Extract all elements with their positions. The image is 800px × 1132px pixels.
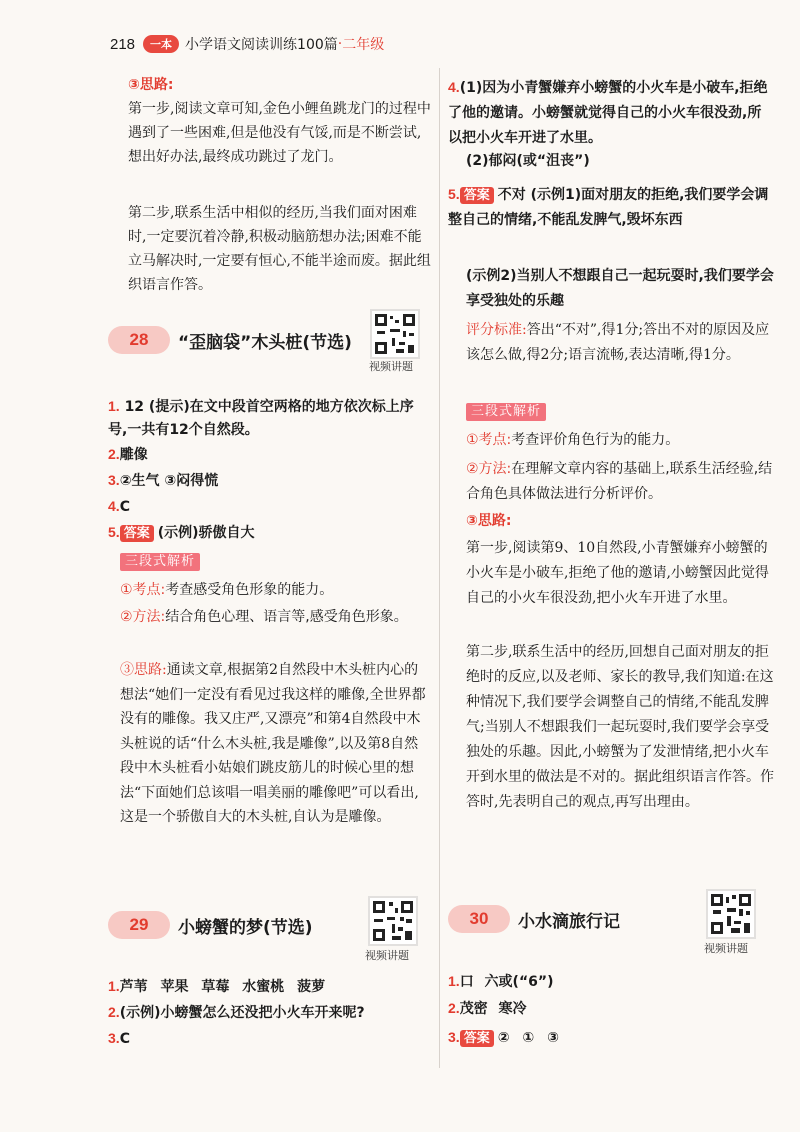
l29-question-3: 3.C (108, 1030, 130, 1047)
lesson-number-badge: 28 (108, 326, 170, 354)
l28-question-3: 3.②生气 ③闷得慌 (108, 472, 219, 489)
l28-silu: ③思路:通读文章,根据第2自然段中木头桩内心的想法“她们一定没有看见过我这样的雕像,全世界都没有的雕像。我又庄严,又漂亮”和第4自然段中木头桩说的话“什么木头桩,我是雕像”,以及第8自然段中木头桩看小姑娘们跳皮筋儿的时候心里的想法“下面她们总该唱一唱美丽的雕像吧”可以看出,这是一个骄傲自大的木头桩,自认为是雕像。 (120, 662, 426, 825)
three-part-analysis-tag: 三段式解析 (466, 400, 546, 423)
r-kaodian: ①考点:考查评价角色行为的能力。 (466, 432, 680, 448)
l28-question-4: 4.C (108, 498, 130, 515)
l29-question-2: 2.(示例)小螃蟹怎么还没把小火车开来呢? (108, 1004, 365, 1021)
three-part-analysis-tag: 三段式解析 (120, 550, 200, 573)
grade-label: 二年级 (342, 37, 385, 53)
r-fangfa: ②方法:在理解文章内容的基础上,联系生活经验,结合角色具体做法进行分析评价。 (466, 461, 773, 502)
qr-label: 视频讲题 (704, 942, 748, 955)
r-step-one: 第一步,阅读第9、10自然段,小青蟹嫌弃小螃蟹的小火车是小破车,拒绝了他的邀请,小螃蟹因此觉得自己的小火车很没劲,把小火车开进了水里。 (466, 540, 769, 606)
qr-label: 视频讲题 (369, 360, 413, 373)
l30-question-3: 3. 答案 ② ① ③ (448, 1029, 560, 1046)
thinking-label: ③思路: (128, 77, 174, 93)
l28-question-1: 1. 12 (提示)在文中段首空两格的地方依次标上序号,一共有12个自然段。 (108, 398, 414, 438)
qr-code-icon[interactable] (370, 309, 420, 359)
answer-tag: 答案 (460, 187, 494, 204)
brand-logo: 一本 (143, 35, 179, 53)
r-question-5-example-2: (示例2)当别人不想跟自己一起玩耍时,我们要学会享受独处的乐趣 (466, 268, 774, 309)
lesson-28-heading (108, 326, 352, 354)
l30-question-2: 2.茂密 寒冷 (448, 1000, 527, 1017)
dot-separator: · (337, 36, 343, 52)
r-question-5: 5. 答案 不对 (示例1)面对朋友的拒绝,我们要学会调整自己的情绪,不能乱发脾气,毁坏东西 (448, 186, 769, 228)
qr-code-icon[interactable] (706, 889, 756, 939)
r-silu-label: ③思路: (466, 513, 512, 529)
l30-question-1: 1.口 六或(“6”) (448, 973, 554, 990)
qr-label: 视频讲题 (365, 949, 409, 962)
r-question-4: 4.(1)因为小青蟹嫌弃小螃蟹的小火车是小破车,拒绝了他的邀请。小螃蟹就觉得自己的小火车很没劲,所以把小火车开进了水里。 (448, 79, 768, 146)
grading-criteria: 评分标准:答出“不对”,得1分;答出不对的原因及应该怎么做,得2分;语言流畅,表达清晰,得1分。 (466, 322, 770, 363)
lesson-title: 小螃蟹的梦(节选) (178, 917, 313, 938)
l29-question-1: 1.芦苇 苹果 草莓 水蜜桃 菠萝 (108, 978, 326, 995)
page-header (110, 32, 384, 56)
r-question-4-2: (2)郁闷(或“沮丧”) (466, 153, 590, 169)
step-two-text: 第二步,联系生活中相似的经历,当我们面对困难时,一定要沉着冷静,积极动脑筋想办法;困难不能立马解决时,一定要有恒心,不能半途而废。据此组织语言作答。 (128, 205, 431, 293)
answer-tag: 答案 (120, 525, 154, 542)
page-number: 218 (110, 35, 136, 53)
l28-kaodian: ①考点:考查感受角色形象的能力。 (120, 582, 334, 598)
lesson-title: “歪脑袋”木头桩(节选) (178, 332, 352, 353)
book-title: 小学语文阅读训练100篇 (185, 37, 338, 53)
l28-question-5: 5. 答案 (示例)骄傲自大 (108, 524, 255, 541)
qr-code-icon[interactable] (368, 896, 418, 946)
lesson-number-badge: 29 (108, 911, 170, 939)
answer-tag: 答案 (460, 1030, 494, 1047)
r-step-two: 第二步,联系生活中的经历,回想自己面对朋友的拒绝时的反应,以及老师、家长的教导,我们知道:在这种情况下,我们要学会调整自己的情绪,不能乱发脾气;当别人不想跟我们一起玩耍时,我们要学会享受独处的乐趣。因此,小螃蟹为了发泄情绪,把小火车开到水里的做法是不对的。据此组织语言作答。作答时,先表明自己的观点,再写出理由。 (466, 644, 774, 810)
step-one-text: 第一步,阅读文章可知,金色小鲤鱼跳龙门的过程中遇到了一些困难,但是他没有气馁,而是不断尝试,想出好办法,最终成功跳过了龙门。 (128, 101, 431, 165)
column-divider (439, 68, 440, 1068)
lesson-29-heading (108, 911, 313, 939)
l28-question-2: 2.雕像 (108, 446, 148, 463)
l28-fangfa: ②方法:结合角色心理、语言等,感受角色形象。 (120, 609, 408, 625)
lesson-number-badge: 30 (448, 905, 510, 933)
lesson-30-heading (448, 905, 620, 933)
lesson-title: 小水滴旅行记 (518, 911, 620, 932)
